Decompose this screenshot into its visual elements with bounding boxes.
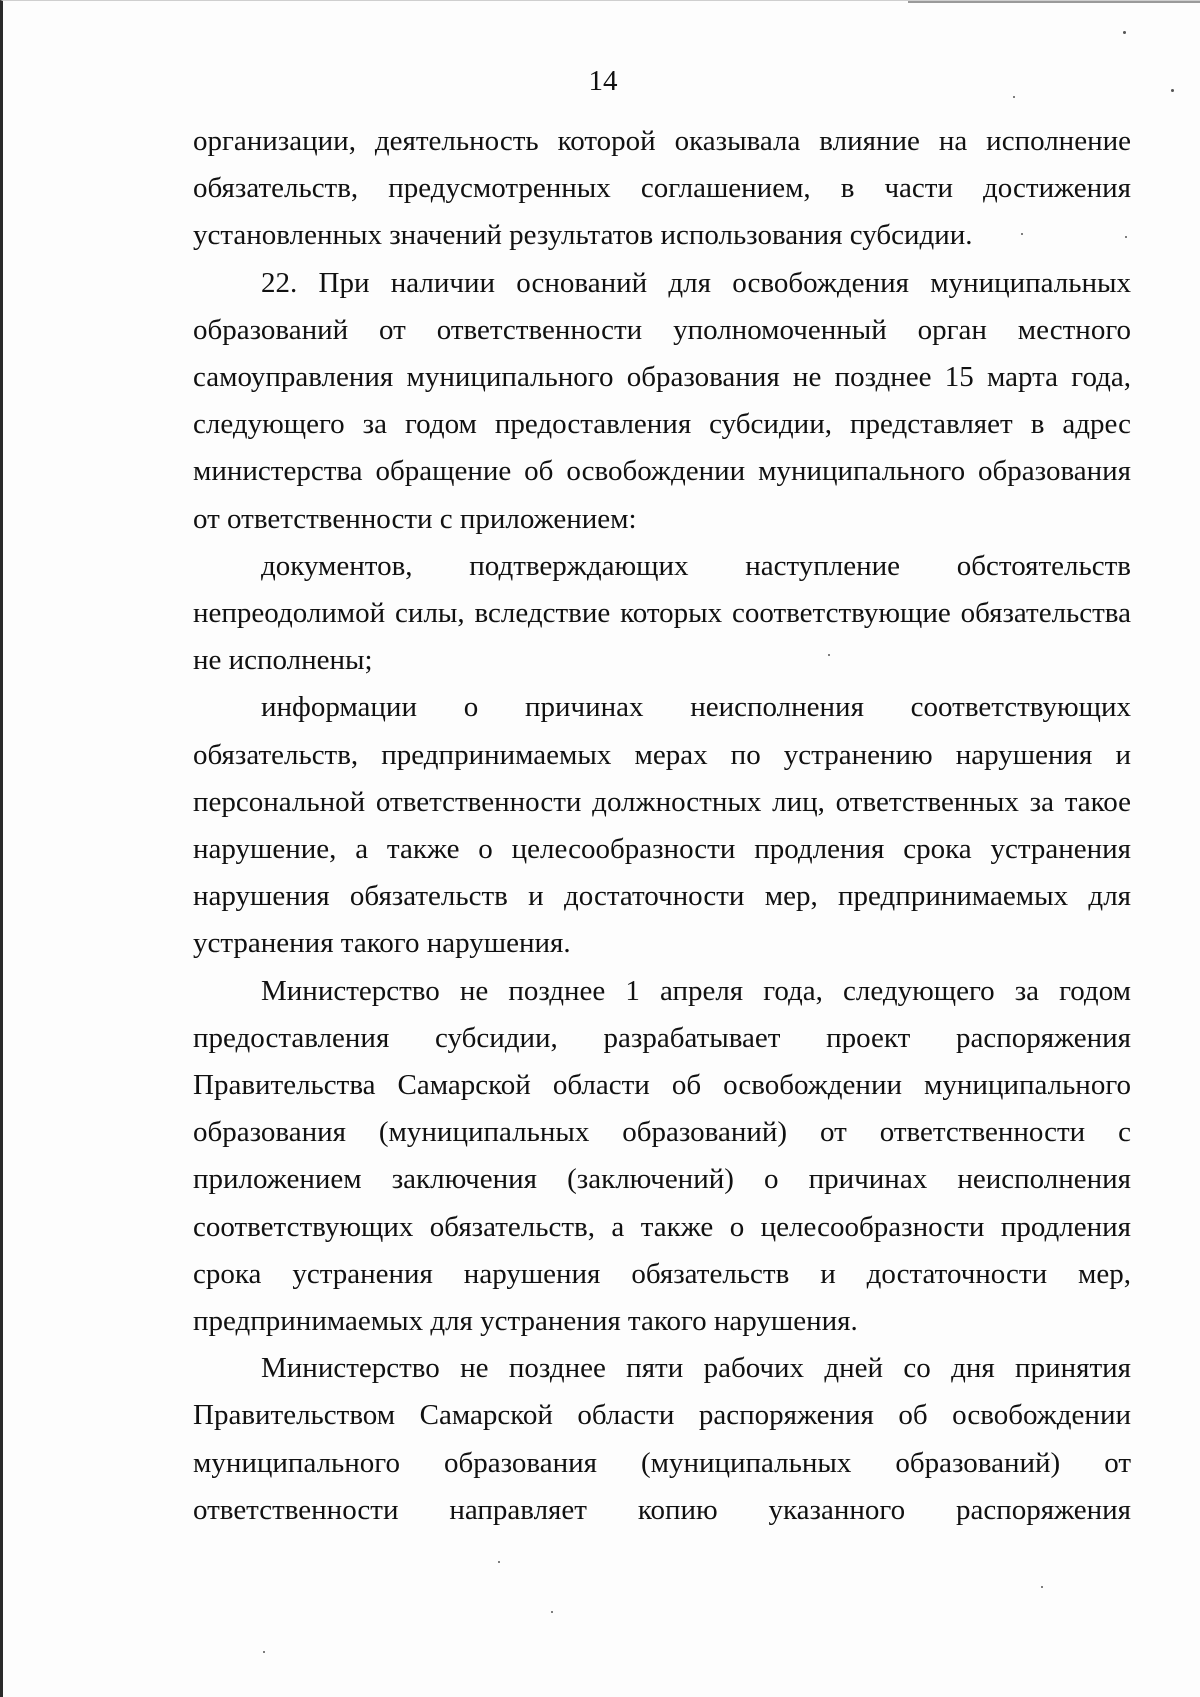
paragraph-ministry-project: Министерство не позднее 1 апреля года, следующего за годом предоставления субсидии, разрабатывает проект распоряжения Правительства Самарской области об освобождении муниципального образования (муниципальных образований) от ответственности с приложением заключения (заключений) о причинах неисполнения соответствующих обязательств, а также о целесообразности продления срока устранения нарушения обязательств и достаточности мер, предпринимаемых для устранения такого нарушения. (193, 974, 1131, 1338)
document-body (193, 118, 1131, 1534)
scan-edge-line (908, 1, 1200, 3)
paragraph-continuation: организации, деятельность которой оказывала влияние на исполнение обязательств, предусмотренных соглашением, в части достижения установленных значений результатов использования субсидии. (193, 125, 1131, 252)
paragraph-information: информации о причинах неисполнения соответствующих обязательств, предпринимаемых мерах по устранению нарушения и персональной ответственности должностных лиц, ответственных за такое нарушение, а также о целесообразности продления срока устранения нарушения обязательств и достаточности мер, предпринимаемых для устранения такого нарушения. (193, 691, 1131, 960)
scan-speck (1125, 236, 1127, 238)
scan-speck (1123, 31, 1126, 34)
paragraph-documents: документов, подтверждающих наступление обстоятельств непреодолимой силы, вследствие которых соответствующие обязательства не исполнены; (193, 549, 1131, 677)
scan-speck (828, 654, 830, 656)
paragraph-22: 22. При наличии оснований для освобождения муниципальных образований от ответственности уполномоченный орган местного самоуправления муниципального образования не позднее 15 марта года, следующего за годом предоставления субсидии, представляет в адрес министерства обращение об освобождении муниципального образования от ответственности с приложением: (193, 266, 1131, 535)
paragraph-ministry-copy: Министерство не позднее пяти рабочих дней со дня принятия Правительством Самарской области распоряжения об освобождении муниципального образования (муниципальных образований) от ответственности направляет копию указанного распоряжения (193, 1352, 1131, 1526)
scan-speck (263, 1651, 265, 1653)
scan-speck (1013, 96, 1015, 98)
page-number: 14 (588, 65, 618, 97)
scan-speck (1021, 233, 1023, 235)
scan-speck (498, 1561, 500, 1563)
scan-speck (1171, 89, 1174, 92)
scan-speck (551, 1611, 553, 1613)
scan-speck (1041, 1586, 1043, 1588)
